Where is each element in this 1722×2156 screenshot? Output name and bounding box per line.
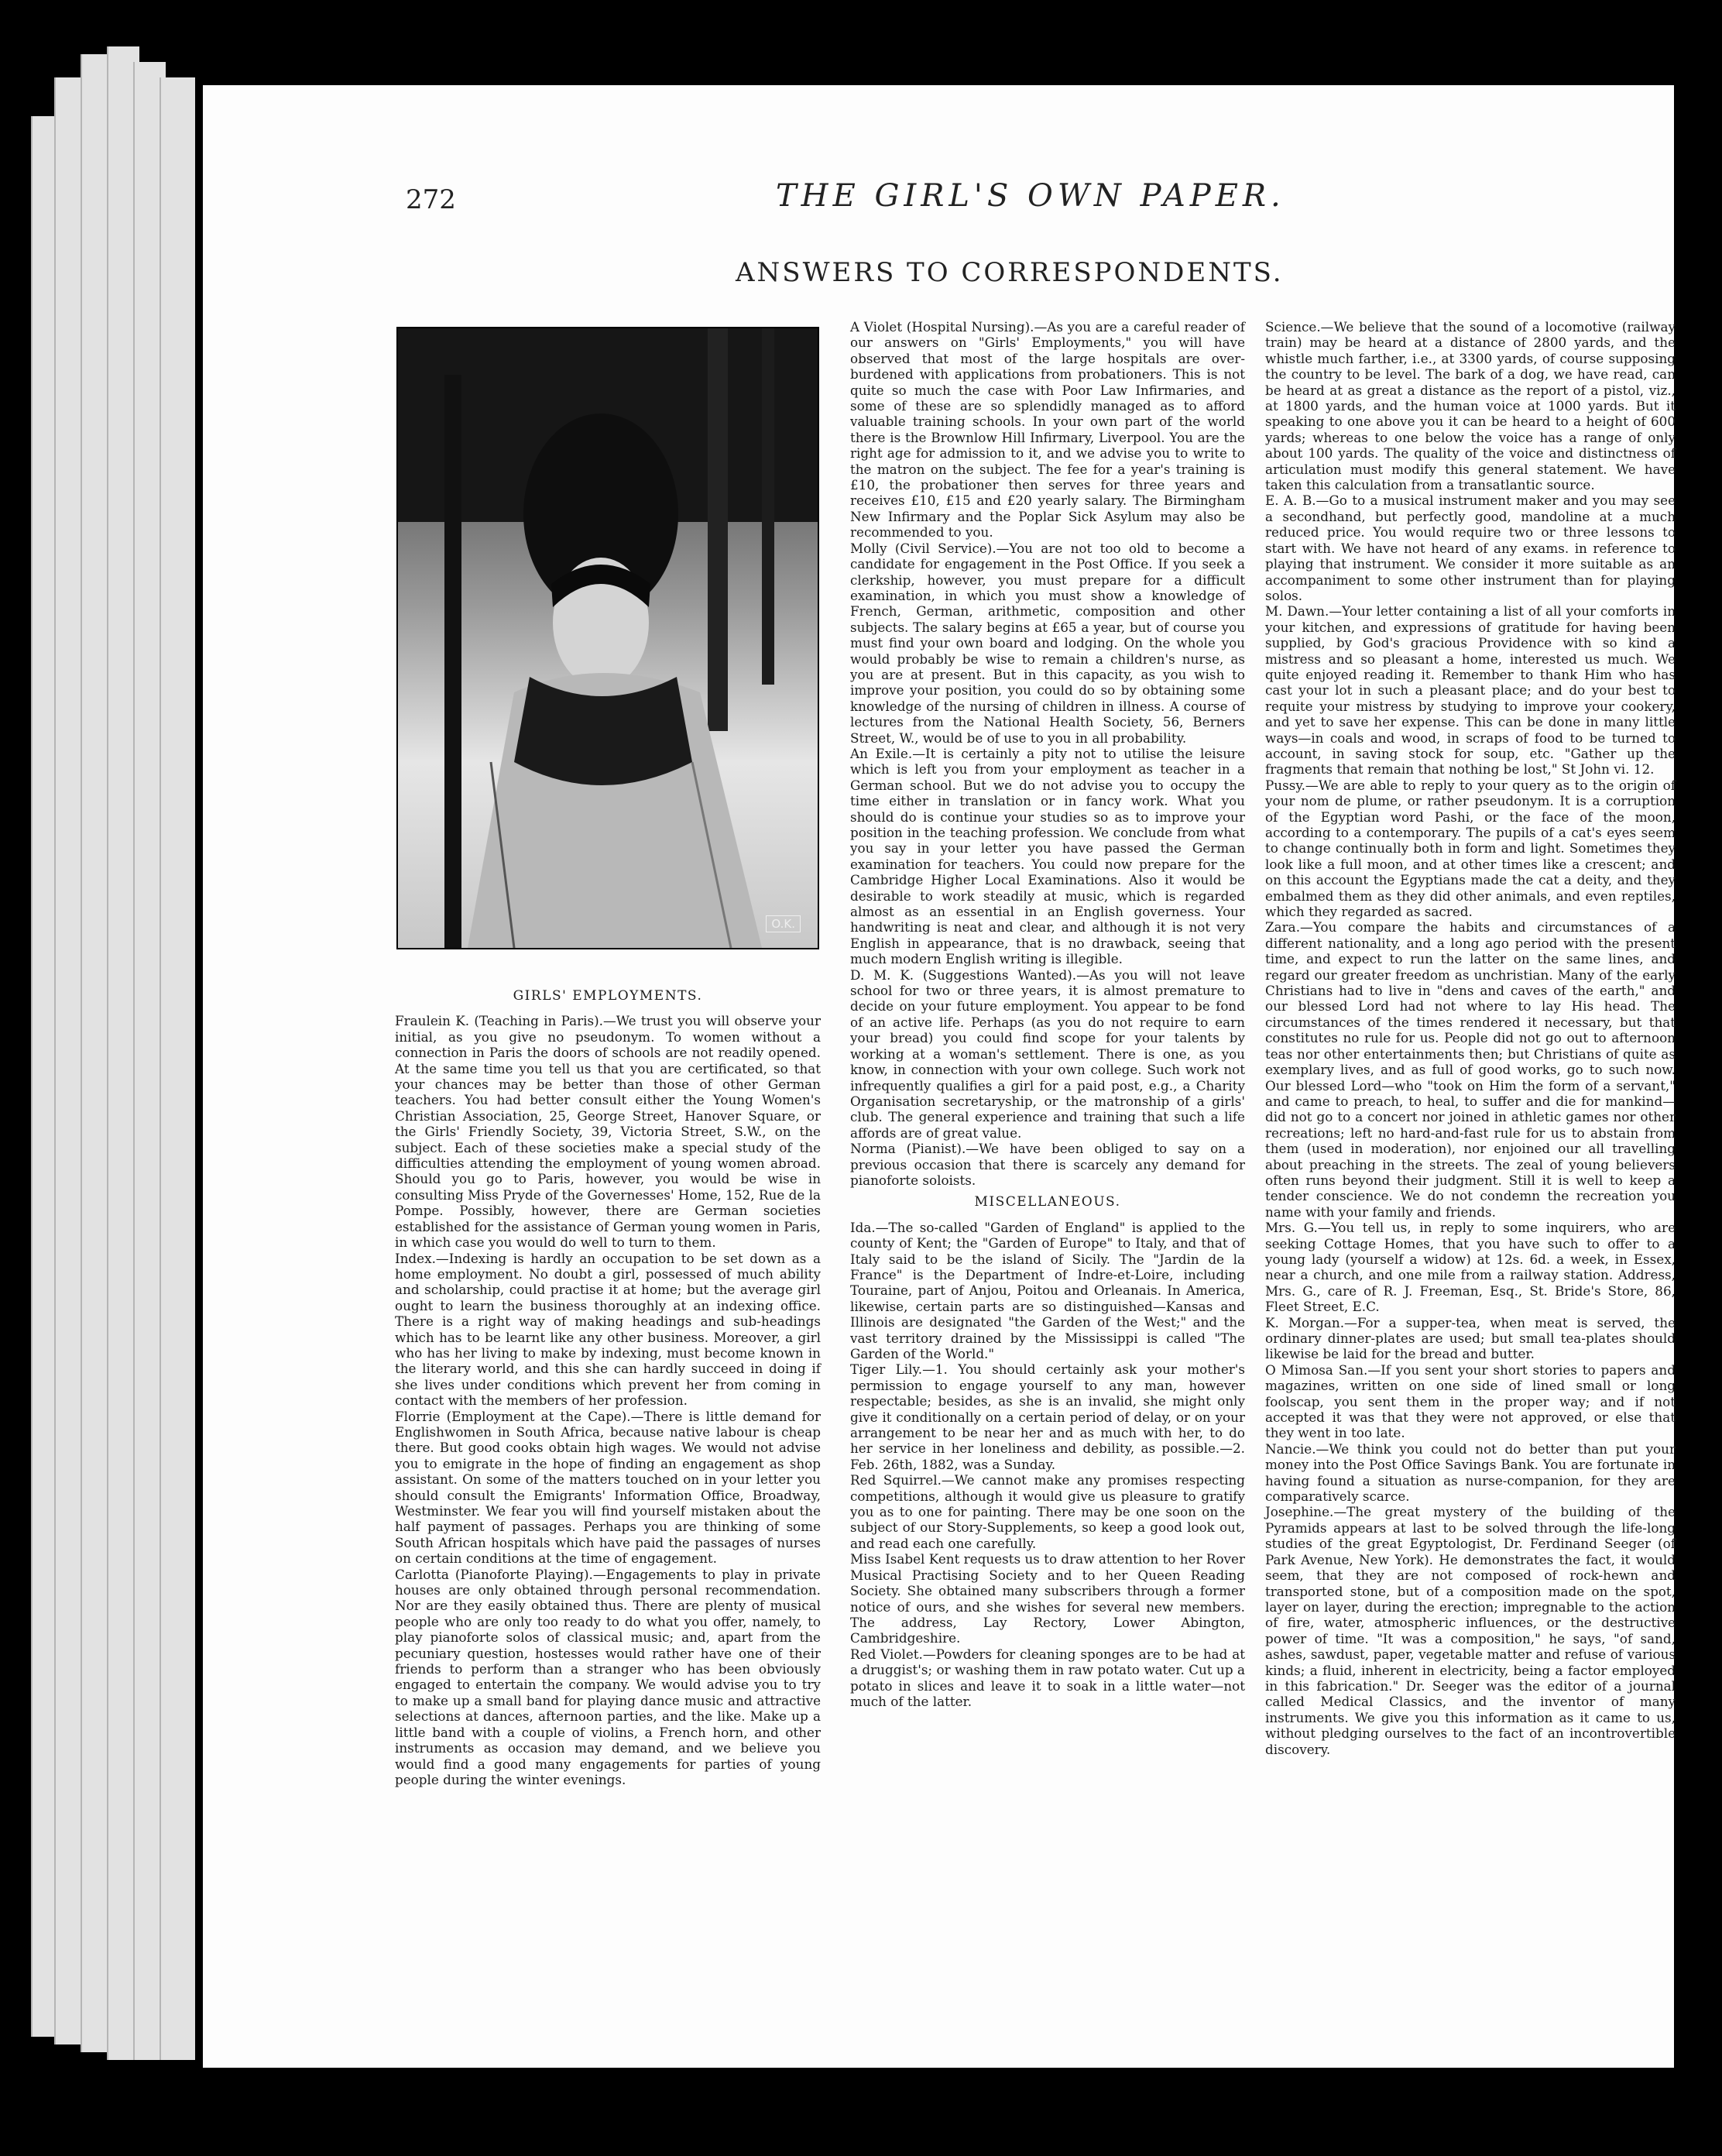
answer-fraulein-k: Fraulein K. (Teaching in Paris).—We trust you will observe your initial, as you give no pseudonym. To women without a connection in Paris the doors of schools are not readily opened. At the same time you tell us that you are certificated, so that your chances may be better than those of other German teachers. You had better consult either the Young Women's Christian Association, 25, George Street, Hanover Square, or the Girls' Friendly Society, 39, Victoria Street, S.W., on the subject. Each of these societies make a special study of the difficulties attending the employment of young women abroad. Should you go to Paris, however, you would be wise in consulting Miss Pryde of the Governesses' Home, 152, Rue de la Pompe. Possibly, however, there are German societies established for the assistance of German young women in Paris, in which case you would do well to turn to them. bbox=[395, 1013, 821, 1251]
answer-science: Science.—We believe that the sound of a locomotive (railway train) may be heard at a distance of 2800 yards, and the whistle much farther, i.e., at 3300 yards, of course supposing the country to be level. The bark of a dog, we have read, can be heard at as great a distance as the report of a pistol, viz., at 1800 yards, and the human voice at 1000 yards. But it speaking to one above you it can be heard to a height of 600 yards; whereas to one below the voice has a range of only about 100 yards. The quality of the voice and distinctness of articulation must modify this general statement. We have taken this calculation from a transatlantic source. bbox=[1265, 319, 1676, 493]
answer-an-exile: An Exile.—It is certainly a pity not to utilise the leisure which is left you from your employment as teacher in a German school. But we do not advise you to occupy the time either in translation or in fancy work. What you should do is continue your studies so as to improve your position in the teaching profession. We conclude from what you say in your letter you have passed the German examination for teachers. You could now prepare for the Cambridge Higher Local Examinations. Also it would be desirable to work steadily at music, which is regarded almost as an essential in an English governess. Your handwriting is neat and clear, and although it is not very English in appearance, that is no drawback, seeing that much modern English writing is illegible. bbox=[850, 745, 1245, 967]
heading-girls-employments: GIRLS' EMPLOYMENTS. bbox=[513, 988, 703, 1004]
illustration-monogram: O.K. bbox=[766, 915, 801, 932]
page-number: 272 bbox=[406, 184, 456, 215]
illustration-art bbox=[398, 328, 818, 948]
answer-index: Index.—Indexing is hardly an occupation to be set down as a home employment. No doubt a girl, possessed of much ability and scholarship, could practise it at home; but the average girl ought to learn the business thoroughly at an indexing office. There is a right way of making headings and sub-headings which has to be learnt like any other business. Moreover, a girl who has her living to make by indexing, must become known in the literary world, and this she can hardly succeed in doing if she lives under conditions which prevent her from coming in contact with the members of her profession. bbox=[395, 1250, 821, 1409]
page-sheet bbox=[203, 85, 1674, 2068]
answer-ida: Ida.—The so-called "Garden of England" is applied to the county of Kent; the "Garden of Europe" to Italy, and that of Italy said to be the island of Sicily. The "Jardin de la France" is the Department of Indre-et-Loire, including Touraine, part of Anjou, Poitou and Orleanais. In America, likewise, certain parts are so distinguished—Kansas and Illinois are designated "the Garden of the West;" and the vast territory drained by the Mississippi is called "The Garden of the World." bbox=[850, 1219, 1245, 1361]
column-3 bbox=[1265, 319, 1676, 1757]
answer-norma: Norma (Pianist).—We have been obliged to say on a previous occasion that there is scarcely any demand for pianoforte soloists. bbox=[850, 1141, 1245, 1188]
answer-molly: Molly (Civil Service).—You are not too old to become a candidate for engagement in the Post Office. If you seek a clerkship, however, you must prepare for a difficult examination, in which you must show a knowledge of French, German, arithmetic, composition and other subjects. The salary begins at £65 a year, but of course you must find your own board and lodging. On the whole you would probably be wise to remain a children's nurse, as you are at present. But in this capacity, as you wish to improve your position, you could do so by obtaining some knowledge of the nursing of children in illness. A course of lectures from the National Health Society, 56, Berners Street, W., would be of use to you in all probability. bbox=[850, 540, 1245, 746]
answer-zara: Zara.—You compare the habits and circumstances of a different nationality, and a long ago period with the present time, and expect to run the latter on the same lines, and regard our greater freedom as unchristian. Many of the early Christians had to live in "dens and caves of the earth," and our blessed Lord had not where to lay His head. The circumstances of the times rendered it necessary, but that constitutes no rule for us. People did not go out to afternoon teas nor other entertainments then; but Christians of quite as exemplary lives, and as full of good works, go to such now. Our blessed Lord—who "took on Him the form of a servant," and came to preach, to heal, to suffer and die for mankind—did not go to a concert nor joined in athletic games nor other recreations; left no hard-and-fast rule for us to abstain from them (used in moderation), nor enjoined our all travelling about preaching in the streets. The zeal of young believers often runs beyond their judgment. Still it is well to keep a tender conscience. We do not condemn the recreation you name with your family and friends. bbox=[1265, 919, 1676, 1220]
page-stack-edges bbox=[31, 46, 194, 2068]
answer-miss-isabel-kent: Miss Isabel Kent requests us to draw attention to her Rover Musical Practising Society and to her Queen Reading Society. She obtained many subscribers through a former notice of ours, and she wishes for several new members. The address, Lay Rectory, Lower Abington, Cambridgeshire. bbox=[850, 1551, 1245, 1646]
answer-k-morgan: K. Morgan.—For a supper-tea, when meat is served, the ordinary dinner-plates are used; but small tea-plates should likewise be laid for the bread and butter. bbox=[1265, 1314, 1676, 1362]
answer-nancie: Nancie.—We think you could not do better than put your money into the Post Office Savings Bank. You are fortunate in having found a situation as nurse-companion, for they are comparatively scarce. bbox=[1265, 1440, 1676, 1505]
column-1 bbox=[395, 982, 821, 1787]
answer-m-dawn: M. Dawn.—Your letter containing a list of all your comforts in your kitchen, and expressions of gratitude for having been supplied, by God's gracious Providence with so kind a mistress and so pleasant a home, interested us much. We quite enjoyed reading it. Remember to thank Him who has cast your lot in such a pleasant place; and do your best to requite your mistress by studying to improve your cookery, and yet to save her expense. This can be done in many little ways—in coals and wood, in scraps of food to be turned to account, in saving stock for soup, etc. "Gather up the fragments that remain that nothing be lost," St John vi. 12. bbox=[1265, 603, 1676, 778]
column-2 bbox=[850, 319, 1245, 1709]
answer-e-a-b: E. A. B.—Go to a musical instrument maker and you may see a secondhand, but perfectly good, mandoline at a much reduced price. You would require two or three lessons to start with. We have not heard of any exams. in reference to playing that instrument. We consider it more suitable as an accompaniment to some other instrument than for playing solos. bbox=[1265, 493, 1676, 603]
answer-mrs-g: Mrs. G.—You tell us, in reply to some inquirers, who are seeking Cottage Homes, that you have such to offer to a young lady (yourself a widow) at 12s. 6d. a week, in Essex, near a church, and one mile from a railway station. Address, Mrs. G., care of R. J. Freeman, Esq., St. Bride's Store, 86, Fleet Street, E.C. bbox=[1265, 1220, 1676, 1315]
answer-pussy: Pussy.—We are able to reply to your query as to the origin of your nom de plume, or rather pseudonym. It is a corruption of the Egyptian word Pashi, or the face of the moon, according to a contemporary. The pupils of a cat's eyes seem to change continually both in form and light. Sometimes they look like a full moon, and at other times like a crescent; and on this account the Egyptians made the cat a deity, and they embalmed them as they did other animals, and even reptiles, which they regarded as sacred. bbox=[1265, 777, 1676, 920]
answer-carlotta: Carlotta (Pianoforte Playing).—Engagements to play in private houses are only obtained through personal recommendation. Nor are they easily obtained thus. There are plenty of musical people who are only too ready to do what you offer, namely, to play pianoforte solos of classical music; and, apart from the pecuniary question, hostesses would rather have one of their friends to perform than a stranger who has been obviously engaged to entertain the company. We would advise you to try to make up a small band for playing dance music and attractive selections at dances, afternoon parties, and the like. Make up a little band with a couple of violins, a French horn, and other instruments as occasion may demand, and we believe you would find a good many engagements for parties of young people during the winter evenings. bbox=[395, 1566, 821, 1787]
illustration-woman-in-fur-hat bbox=[396, 327, 819, 949]
running-title: THE GIRL'S OWN PAPER. bbox=[776, 178, 1285, 214]
answer-red-violet: Red Violet.—Powders for cleaning sponges are to be had at a druggist's; or washing them in raw potato water. Cut up a potato in slices and leave it to soak in a little water—not much of the latter. bbox=[850, 1646, 1245, 1709]
answer-o-mimosa-san: O Mimosa San.—If you sent your short stories to papers and magazines, written on one side of lined small or long foolscap, you sent them in the proper way; and if not accepted it was that they were not approved, or else that they went in too late. bbox=[1265, 1361, 1676, 1441]
answer-josephine: Josephine.—The great mystery of the building of the Pyramids appears at last to be solved through the life-long studies of the great Egyptologist, Dr. Ferdinand Seeger (of Park Avenue, New York). He demonstrates the fact, it would seem, that they are not composed of rock-hewn and transported stone, but of a composition made on the spot, layer on layer, during the erection; impregnable to the action of fire, water, atmospheric influences, or the destructive power of time. "It was a composition," he says, "of sand, ashes, sawdust, paper, vegetable matter and refuse of various kinds; a fluid, inherent in electricity, being a factor employed in this fabrication." Dr. Seeger was the editor of a journal called Medical Classics, and the inventor of many instruments. We give you this information as it came to us, without pledging ourselves to the fact of an incontrovertible discovery. bbox=[1265, 1504, 1676, 1757]
answer-d-m-k: D. M. K. (Suggestions Wanted).—As you will not leave school for two or three years, it is almost premature to decide on your future employment. You appear to be fond of an active life. Perhaps (as you do not require to earn your bread) you could find scope for your talents by working at a woman's settlement. There is one, as you know, in connection with your own college. Such work not infrequently qualifies a girl for a paid post, e.g., a Charity Organisation secretaryship, or the matronship of a girls' club. The general experience and training that such a life affords are of great value. bbox=[850, 966, 1245, 1141]
heading-miscellaneous: MISCELLANEOUS. bbox=[974, 1194, 1121, 1210]
answer-red-squirrel: Red Squirrel.—We cannot make any promises respecting competitions, although it would give us pleasure to gratify you as to one for painting. There may be one soon on the subject of our Story-Supplements, so keep a good look out, and read each one carefully. bbox=[850, 1472, 1245, 1551]
answer-a-violet: A Violet (Hospital Nursing).—As you are a careful reader of our answers on "Girls' Employments," you will have observed that most of the large hospitals are over-burdened with applications from probationers. This is not quite so much the case with Poor Law Infirmaries, and some of these are so splendidly managed as to afford valuable training schools. In your own part of the world there is the Brownlow Hill Infirmary, Liverpool. You are the right age for admission to it, and we advise you to write to the matron on the subject. The fee for a year's training is £10, the probationer then serves for three years and receives £10, £15 and £20 yearly salary. The Birmingham New Infirmary and the Poplar Sick Asylum may also be recommended to you. bbox=[850, 319, 1245, 541]
answer-florrie: Florrie (Employment at the Cape).—There is little demand for Englishwomen in South Africa, because native labour is cheap there. But good cooks obtain high wages. We would not advise you to emigrate in the hope of finding an engagement as shop assistant. On some of the matters touched on in your letter you should consult the Emigrants' Information Office, Broadway, Westminster. We fear you will find yourself mistaken about the half payment of passages. Perhaps you are thinking of some South African hospitals which have paid the passages of nurses on certain conditions at the time of engagement. bbox=[395, 1408, 821, 1567]
answer-tiger-lily: Tiger Lily.—1. You should certainly ask your mother's permission to engage yourself to any man, however respectable; besides, as she is an invalid, she might only give it conditionally on a certain period of delay, or on your arrangement to be near her and as much with her, to do her service in her loneliness and debility, as possible.—2. Feb. 26th, 1882, was a Sunday. bbox=[850, 1361, 1245, 1472]
section-title: ANSWERS TO CORRESPONDENTS. bbox=[736, 257, 1284, 288]
